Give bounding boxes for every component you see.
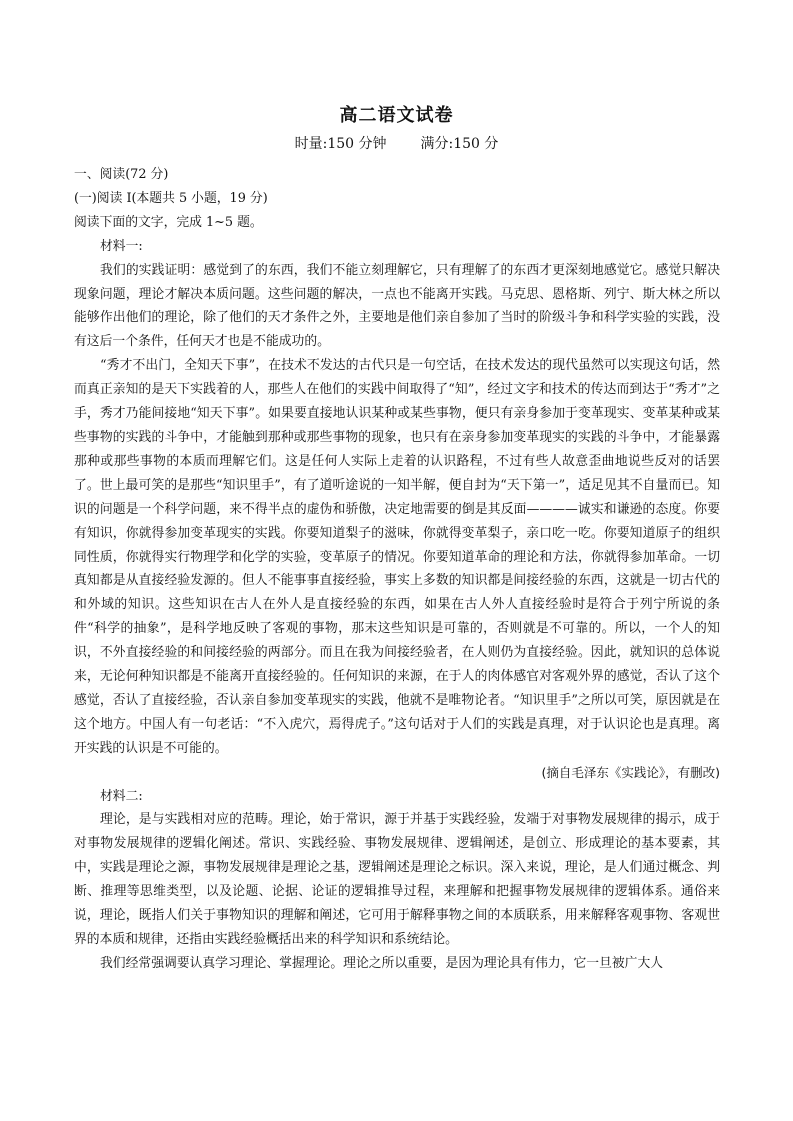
material-1-source: (摘自毛泽东《实践论》，有删改) bbox=[541, 764, 720, 780]
material-1-paragraph: 我们的实践证明：感觉到了的东西，我们不能立刻理解它，只有理解了的东西才更深刻地感觉它。感觉只解决现象问题，理论才解决本质问题。这些问题的解决，一点也不能离开实践。马克思、恩格斯、列宁、斯大林之所以能够作出他们的理论，除了他们的天才条件之外，主要地是他们亲自参加了当时的阶级斗争和科学实验的实践，没有这后一个条件，任何天才也是不能成功的。 bbox=[74, 262, 720, 350]
section-heading: 一、阅读(72 分) bbox=[74, 167, 169, 182]
material-1-label: 材料一: bbox=[100, 238, 143, 254]
material-2-paragraph: 我们经常强调要认真学习理论、掌握理论。理论之所以重要，是因为理论具有伟力，它一旦被广大人 bbox=[100, 955, 664, 971]
sub-section-heading: (一)阅读 I(本题共 5 小题，19 分) bbox=[74, 190, 268, 206]
material-2-paragraph: 理论，是与实践相对应的范畴。理论，始于常识，源于并基于实践经验，发端于对事物发展规律的揭示，成于对事物发展规律的逻辑化阐述。常识、实践经验、事物发展规律、逻辑阐述，是创立、形成理论的基本要素，其中，实践是理论之源，事物发展规律是理论之基，逻辑阐述是理论之标识。深入来说，理论，是人们通过概念、判断、推理等思维类型，以及论题、论据、论证的逻辑推导过程，来理解和把握事物发展规律的逻辑体系。通俗来说，理论，既指人们关于事物知识的理解和阐述，它可用于解释事物之间的本质联系，用来解释客观事物、客观世界的本质和规律，还指由实践经验概括出来的科学知识和系统结论。 bbox=[74, 812, 720, 947]
exam-body bbox=[74, 163, 720, 976]
full-score: 满分:150 分 bbox=[420, 136, 499, 152]
time-limit: 时量:150 分钟 bbox=[294, 136, 387, 152]
exam-info bbox=[0, 133, 793, 153]
material-1-paragraph: “秀才不出门，全知天下事”，在技术不发达的古代只是一句空话，在技术发达的现代虽然可以实现这句话，然而真正亲知的是天下实践着的人，那些人在他们的实践中间取得了“知”，经过文字和技术的传达而到达于“秀才”之手，秀才乃能间接地“知天下事”。如果要直接地认识某种或某些事物，便只有亲身参加于变革现实、变革某种或某些事物的实践的斗争中，才能触到那种或那些事物的现象，也只有在亲身参加变革现实的实践的斗争中，才能暴露那种或那些事物的本质而理解它们。这是任何人实际上走着的认识路程，不过有些人故意歪曲地说些反对的话罢了。世上最可笑的是那些“知识里手”，有了道听途说的一知半解，便自封为“天下第一”，适足见其不自量而已。知识的问题是一个科学问题，来不得半点的虚伪和骄傲，决定地需要的倒是其反面————诚实和谦逊的态度。你要有知识，你就得参加变革现实的实践。你要知道梨子的滋味，你就得变革梨子，亲口吃一吃。你要知道原子的组织同性质，你就得实行物理学和化学的实验，变革原子的情况。你要知道革命的理论和方法，你就得参加革命。一切真知都是从直接经验发源的。但人不能事事直接经验，事实上多数的知识都是间接经验的东西，这就是一切古代的和外域的知识。这些知识在古人在外人是直接经验的东西，如果在古人外人直接经验时是符合于列宁所说的条件“科学的抽象”，是科学地反映了客观的事物，那末这些知识是可靠的，否则就是不可靠的。所以，一个人的知识，不外直接经验的和间接经验的两部分。而且在我为间接经验者，在人则仍为直接经验。因此，就知识的总体说来，无论何种知识都是不能离开直接经验的。任何知识的来源，在于人的肉体感官对客观外界的感觉，否认了这个感觉，否认了直接经验，否认亲自参加变革现实的实践，他就不是唯物论者。“知识里手”之所以可笑，原因就是在这个地方。中国人有一句老话：“不入虎穴，焉得虎子。”这句话对于人们的实践是真理，对于认识论也是真理。离开实践的认识是不可能的。 bbox=[74, 358, 720, 756]
material-2-label: 材料二: bbox=[100, 788, 143, 804]
reading-instruction: 阅读下面的文字，完成 1~5 题。 bbox=[74, 214, 263, 230]
exam-title: 高二语文试卷 bbox=[339, 105, 454, 126]
